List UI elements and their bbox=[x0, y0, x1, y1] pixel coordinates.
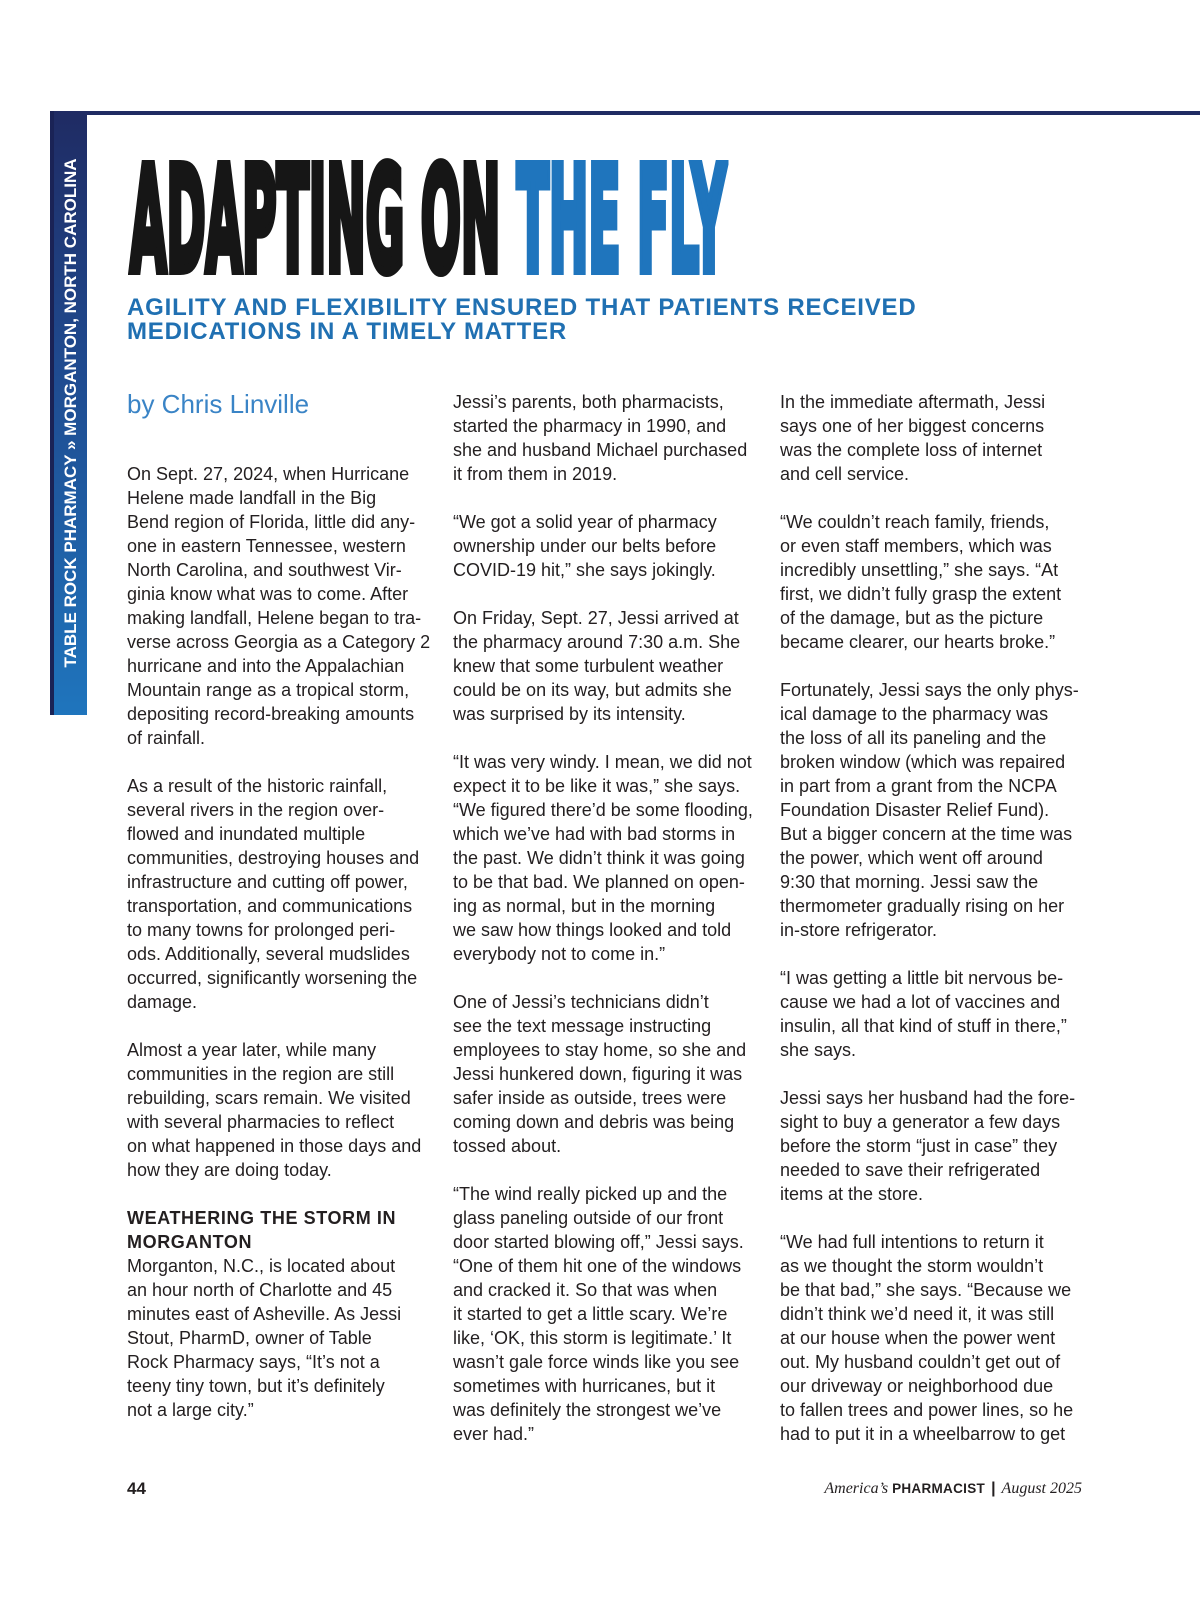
text-line: But a bigger concern at the time was bbox=[780, 824, 1073, 844]
text-line: insulin, all that kind of stuff in there,” bbox=[780, 1016, 1067, 1036]
text-line: “It was very windy. I mean, we did not bbox=[453, 752, 752, 772]
text-line: Morganton, N.C., is located about bbox=[127, 1256, 396, 1276]
text-line: which we’ve had with bad storms in bbox=[453, 824, 736, 844]
text-line: communities, destroying houses and bbox=[127, 848, 420, 868]
text-line: an hour north of Charlotte and 45 bbox=[127, 1280, 393, 1300]
text-line: as we thought the storm wouldn’t bbox=[780, 1256, 1044, 1276]
text-line: “We got a solid year of pharmacy bbox=[453, 512, 717, 532]
text-line: items at the store. bbox=[780, 1184, 924, 1204]
column-1 bbox=[127, 462, 443, 1446]
text-line: like, ‘OK, this storm is legitimate.’ It bbox=[453, 1328, 732, 1348]
paragraph bbox=[453, 510, 769, 582]
text-line: “One of them hit one of the windows bbox=[453, 1256, 742, 1276]
text-line: our driveway or neighborhood due bbox=[780, 1376, 1054, 1396]
paragraph bbox=[127, 462, 443, 750]
text-line: Fortunately, Jessi says the only phys- bbox=[780, 680, 1079, 700]
text-line: coming down and debris was being bbox=[453, 1112, 735, 1132]
heading-line: MORGANTON bbox=[127, 1232, 253, 1252]
text-line: ods. Additionally, several mudslides bbox=[127, 944, 410, 964]
text-line: see the text message instructing bbox=[453, 1016, 712, 1036]
paragraph bbox=[127, 1254, 443, 1422]
text-line: depositing record-breaking amounts bbox=[127, 704, 415, 724]
text-line: the past. We didn’t think it was going bbox=[453, 848, 745, 868]
text-line: sight to buy a generator a few days bbox=[780, 1112, 1061, 1132]
text-line: ginia know what was to come. After bbox=[127, 584, 409, 604]
text-line: at our house when the power went bbox=[780, 1328, 1056, 1348]
text-line: ing as normal, but in the morning bbox=[453, 896, 716, 916]
text-line: making landfall, Helene began to tra- bbox=[127, 608, 422, 628]
text-line: tossed about. bbox=[453, 1136, 562, 1156]
text-line: had to put it in a wheelbarrow to get bbox=[780, 1424, 1066, 1444]
text-line: infrastructure and cutting off power, bbox=[127, 872, 408, 892]
text-line: the pharmacy around 7:30 a.m. She bbox=[453, 632, 741, 652]
text-line: ever had.” bbox=[453, 1424, 535, 1444]
paragraph bbox=[780, 510, 1096, 654]
text-line: damage. bbox=[127, 992, 198, 1012]
text-line: “The wind really picked up and the bbox=[453, 1184, 728, 1204]
paragraph bbox=[453, 750, 769, 966]
text-line: ical damage to the pharmacy was bbox=[780, 704, 1049, 724]
top-rule bbox=[50, 111, 1200, 115]
text-line: As a result of the historic rainfall, bbox=[127, 776, 388, 796]
text-line: flowed and inundated multiple bbox=[127, 824, 366, 844]
section-tab-label: TABLE ROCK PHARMACY » MORGANTON, NORTH CAROLINA bbox=[61, 158, 80, 668]
text-line: wasn’t gale force winds like you see bbox=[453, 1352, 740, 1372]
text-line: knew that some turbulent weather bbox=[453, 656, 724, 676]
text-line: the power, which went off around bbox=[780, 848, 1043, 868]
text-line: not a large city.” bbox=[127, 1400, 254, 1420]
text-line: became clearer, our hearts broke.” bbox=[780, 632, 1056, 652]
column-2 bbox=[453, 390, 769, 1470]
text-line: safer inside as outside, trees were bbox=[453, 1088, 727, 1108]
text-line: “We figured there’d be some flooding, bbox=[453, 800, 753, 820]
text-line: one in eastern Tennessee, western bbox=[127, 536, 406, 556]
text-line: door started blowing off,” Jessi says. bbox=[453, 1232, 744, 1252]
text-line: was definitely the strongest we’ve bbox=[453, 1400, 722, 1420]
text-line: rebuilding, scars remain. We visited bbox=[127, 1088, 411, 1108]
text-line: was the complete loss of internet bbox=[780, 440, 1043, 460]
text-line: needed to save their refrigerated bbox=[780, 1160, 1041, 1180]
masthead-separator: | bbox=[991, 1480, 996, 1497]
text-line: broken window (which was repaired bbox=[780, 752, 1066, 772]
text-line: with several pharmacies to reflect bbox=[127, 1112, 395, 1132]
text-line: be that bad,” she says. “Because we bbox=[780, 1280, 1072, 1300]
column-3 bbox=[780, 390, 1096, 1470]
text-line: COVID-19 hit,” she says jokingly. bbox=[453, 560, 716, 580]
text-line: first, we didn’t fully grasp the extent bbox=[780, 584, 1062, 604]
text-line: cause we had a lot of vaccines and bbox=[780, 992, 1061, 1012]
text-line: sometimes with hurricanes, but it bbox=[453, 1376, 716, 1396]
text-line: could be on its way, but admits she bbox=[453, 680, 732, 700]
text-line: hurricane and into the Appalachian bbox=[127, 656, 405, 676]
paragraph bbox=[780, 1230, 1096, 1446]
text-line: started the pharmacy in 1990, and bbox=[453, 416, 727, 436]
text-line: or even staff members, which was bbox=[780, 536, 1052, 556]
paragraph bbox=[780, 390, 1096, 486]
text-line: glass paneling outside of our front bbox=[453, 1208, 724, 1228]
text-line: occurred, significantly worsening the bbox=[127, 968, 418, 988]
masthead-name: PHARMACIST bbox=[892, 1481, 986, 1496]
text-line: everybody not to come in.” bbox=[453, 944, 666, 964]
section-tab bbox=[50, 111, 87, 715]
text-line: thermometer gradually rising on her bbox=[780, 896, 1065, 916]
text-line: several rivers in the region over- bbox=[127, 800, 385, 820]
text-line: One of Jessi’s technicians didn’t bbox=[453, 992, 709, 1012]
text-line: Jessi says her husband had the fore- bbox=[780, 1088, 1076, 1108]
text-line: communities in the region are still bbox=[127, 1064, 395, 1084]
paragraph bbox=[453, 990, 769, 1158]
text-line: incredibly unsettling,” she says. “At bbox=[780, 560, 1059, 580]
paragraph bbox=[453, 390, 769, 486]
subtitle-line: MEDICATIONS IN A TIMELY MATTER bbox=[127, 318, 568, 345]
text-line: Almost a year later, while many bbox=[127, 1040, 377, 1060]
text-line: “We had full intentions to return it bbox=[780, 1232, 1044, 1252]
text-line: the loss of all its paneling and the bbox=[780, 728, 1047, 748]
title-part-black: ADAPTING ON bbox=[130, 136, 501, 304]
text-line: transportation, and communications bbox=[127, 896, 413, 916]
text-line: of rainfall. bbox=[127, 728, 206, 748]
section-heading bbox=[127, 1206, 443, 1254]
text-line: to fallen trees and power lines, so he bbox=[780, 1400, 1074, 1420]
text-line: and cell service. bbox=[780, 464, 910, 484]
text-line: out. My husband couldn’t get out of bbox=[780, 1352, 1061, 1372]
subtitle-line: AGILITY AND FLEXIBILITY ENSURED THAT PATIENTS RECEIVED bbox=[127, 294, 917, 321]
text-line: in part from a grant from the NCPA bbox=[780, 776, 1057, 796]
paragraph bbox=[127, 1038, 443, 1182]
issue-date: August 2025 bbox=[1001, 1480, 1082, 1497]
text-line: it from them in 2019. bbox=[453, 464, 618, 484]
text-line: she says. bbox=[780, 1040, 857, 1060]
text-line: On Sept. 27, 2024, when Hurricane bbox=[127, 464, 410, 484]
text-line: and cracked it. So that was when bbox=[453, 1280, 718, 1300]
text-line: North Carolina, and southwest Vir- bbox=[127, 560, 402, 580]
text-line: expect it to be like it was,” she says. bbox=[453, 776, 741, 796]
article-title bbox=[130, 136, 750, 304]
text-line: teeny tiny town, but it’s definitely bbox=[127, 1376, 385, 1396]
text-line: didn’t think we’d need it, it was still bbox=[780, 1304, 1055, 1324]
text-line: On Friday, Sept. 27, Jessi arrived at bbox=[453, 608, 739, 628]
footer-masthead bbox=[824, 1477, 1082, 1501]
paragraph bbox=[780, 678, 1096, 942]
article-title-text bbox=[130, 136, 726, 304]
text-line: minutes east of Asheville. As Jessi bbox=[127, 1304, 402, 1324]
text-line: “I was getting a little bit nervous be- bbox=[780, 968, 1064, 988]
paragraph bbox=[780, 1086, 1096, 1206]
title-part-blue: THE FLY bbox=[516, 136, 726, 304]
paragraph bbox=[127, 774, 443, 1014]
text-line: says one of her biggest concerns bbox=[780, 416, 1045, 436]
text-line: on what happened in those days and bbox=[127, 1136, 422, 1156]
text-line: was surprised by its intensity. bbox=[453, 704, 686, 724]
text-line: to many towns for prolonged peri- bbox=[127, 920, 396, 940]
text-line: Jessi hunkered down, figuring it was bbox=[453, 1064, 743, 1084]
text-line: in-store refrigerator. bbox=[780, 920, 938, 940]
text-line: Mountain range as a tropical storm, bbox=[127, 680, 410, 700]
text-line: Rock Pharmacy says, “It’s not a bbox=[127, 1352, 380, 1372]
text-line: she and husband Michael purchased bbox=[453, 440, 748, 460]
text-line: verse across Georgia as a Category 2 bbox=[127, 632, 431, 652]
paragraph bbox=[453, 1182, 769, 1446]
text-line: it started to get a little scary. We’re bbox=[453, 1304, 728, 1324]
text-line: we saw how things looked and told bbox=[453, 920, 732, 940]
text-line: how they are doing today. bbox=[127, 1160, 332, 1180]
text-line: to be that bad. We planned on open- bbox=[453, 872, 745, 892]
text-line: of the damage, but as the picture bbox=[780, 608, 1044, 628]
text-line: Helene made landfall in the Big bbox=[127, 488, 377, 508]
text-line: ownership under our belts before bbox=[453, 536, 717, 556]
text-line: Bend region of Florida, little did any- bbox=[127, 512, 416, 532]
text-line: Foundation Disaster Relief Fund). bbox=[780, 800, 1050, 820]
text-line: before the storm “just in case” they bbox=[780, 1136, 1058, 1156]
text-line: Stout, PharmD, owner of Table bbox=[127, 1328, 372, 1348]
text-line: employees to stay home, so she and bbox=[453, 1040, 747, 1060]
paragraph bbox=[780, 966, 1096, 1062]
masthead-prefix: America’s bbox=[824, 1480, 889, 1497]
text-line: In the immediate aftermath, Jessi bbox=[780, 392, 1046, 412]
text-line: Jessi’s parents, both pharmacists, bbox=[453, 392, 724, 412]
paragraph bbox=[453, 606, 769, 726]
text-line: 9:30 that morning. Jessi saw the bbox=[780, 872, 1039, 892]
text-line: “We couldn’t reach family, friends, bbox=[780, 512, 1050, 532]
article-subtitle bbox=[127, 296, 916, 344]
page-number: 44 bbox=[127, 1479, 146, 1498]
byline: by Chris Linville bbox=[127, 389, 310, 419]
heading-line: WEATHERING THE STORM IN bbox=[127, 1208, 397, 1228]
